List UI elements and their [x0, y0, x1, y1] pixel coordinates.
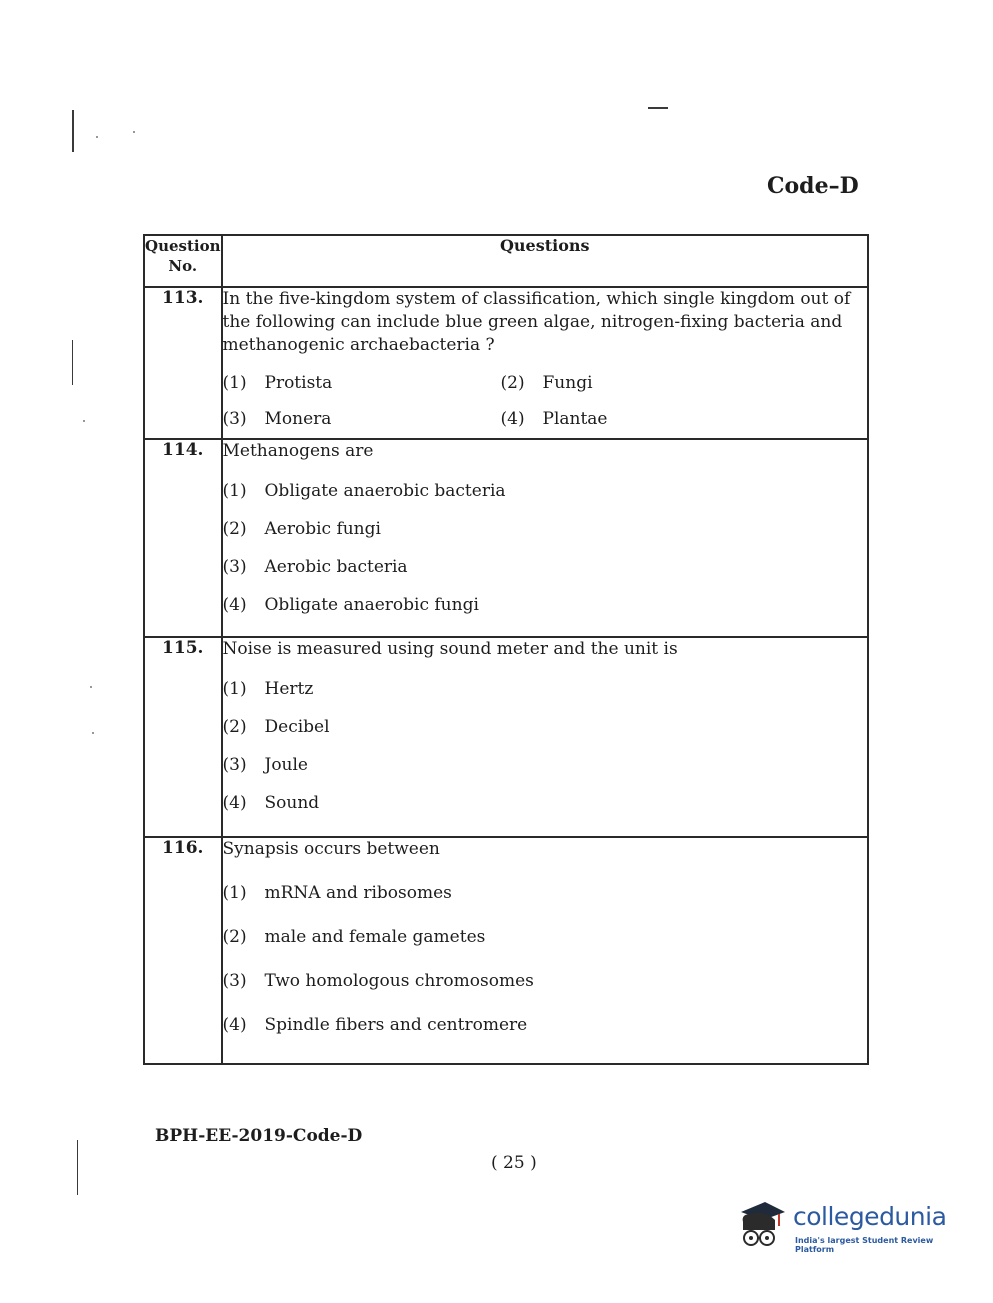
scan-top-dash	[648, 107, 668, 109]
option-number: (2)	[222, 519, 247, 539]
option	[223, 679, 868, 699]
scan-margin-line	[77, 1140, 78, 1195]
question-text: Synapsis occurs between	[222, 839, 440, 859]
option-text: Decibel	[264, 717, 330, 737]
logo-tagline: India's largest Student Review Platform	[795, 1236, 934, 1254]
option-text: Aerobic bacteria	[264, 557, 408, 577]
scan-margin-line	[72, 110, 74, 152]
option-number: (3)	[222, 971, 247, 991]
option-text: Plantae	[542, 409, 608, 429]
scan-dot	[90, 686, 92, 688]
question-row	[144, 837, 868, 1064]
option-list	[223, 373, 868, 429]
option	[223, 717, 868, 737]
question-number: 116.	[144, 837, 222, 1064]
option-text: Sound	[264, 793, 320, 813]
option-text: Monera	[264, 409, 332, 429]
option-number: (3)	[222, 755, 247, 775]
question-text: Methanogens are	[222, 441, 374, 461]
student-mascot-icon	[735, 1198, 787, 1252]
option-text: Aerobic fungi	[264, 519, 381, 539]
option-text: mRNA and ribosomes	[264, 883, 452, 903]
question-body	[222, 439, 869, 637]
option-text: Protista	[264, 373, 333, 393]
question-row	[144, 637, 868, 837]
question-text: Noise is measured using sound meter and the unit is	[222, 639, 678, 659]
option-list	[223, 679, 868, 813]
question-body	[222, 837, 869, 1064]
collegedunia-watermark	[735, 1196, 965, 1256]
option-number: (1)	[222, 679, 247, 699]
option-list	[223, 481, 868, 615]
logo-name: collegedunia	[793, 1202, 947, 1231]
scan-dot	[133, 131, 135, 133]
question-body	[222, 637, 869, 837]
option-number: (3)	[222, 557, 247, 577]
option-text: Two homologous chromosomes	[264, 971, 534, 991]
option-number: (4)	[222, 793, 247, 813]
option-text: Obligate anaerobic bacteria	[264, 481, 506, 501]
option-number: (3)	[222, 409, 247, 429]
table-header-row	[144, 235, 868, 287]
option-text: Spindle fibers and centromere	[264, 1015, 528, 1035]
option-number: (4)	[500, 409, 525, 429]
footer-paper-code: BPH-EE-2019-Code-D	[155, 1126, 363, 1146]
scan-margin-line	[72, 340, 73, 385]
question-body	[222, 287, 869, 439]
option-number: (1)	[222, 373, 247, 393]
option	[223, 755, 868, 775]
option	[501, 373, 868, 393]
scan-dot	[92, 732, 94, 734]
option	[223, 409, 501, 429]
option-text: Fungi	[542, 373, 593, 393]
option-number: (2)	[222, 927, 247, 947]
scan-dot	[96, 136, 98, 138]
option-text: Obligate anaerobic fungi	[264, 595, 479, 615]
option-list	[223, 883, 868, 1035]
option	[223, 557, 868, 577]
option-text: Joule	[264, 755, 308, 775]
option	[223, 481, 868, 501]
option-text: male and female gametes	[264, 927, 486, 947]
option-number: (2)	[500, 373, 525, 393]
questions-header: Questions	[222, 235, 869, 287]
option-number: (4)	[222, 595, 247, 615]
question-row	[144, 287, 868, 439]
option	[501, 409, 868, 429]
question-number: 113.	[144, 287, 222, 439]
option	[223, 793, 868, 813]
option	[223, 971, 868, 991]
question-row	[144, 439, 868, 637]
question-no-header: Question No.	[144, 235, 222, 287]
option	[223, 1015, 868, 1035]
option-number: (2)	[222, 717, 247, 737]
option	[223, 373, 501, 393]
option-number: (1)	[222, 883, 247, 903]
option	[223, 519, 868, 539]
option-number: (4)	[222, 1015, 247, 1035]
option-number: (1)	[222, 481, 247, 501]
option	[223, 927, 868, 947]
question-number: 114.	[144, 439, 222, 637]
scan-dot	[83, 420, 85, 422]
question-table	[143, 234, 869, 1065]
question-number: 115.	[144, 637, 222, 837]
paper-code: Code–D	[767, 173, 859, 199]
page-number: ( 25 )	[491, 1153, 537, 1173]
option	[223, 595, 868, 615]
option-text: Hertz	[264, 679, 314, 699]
option	[223, 883, 868, 903]
question-text: In the five-kingdom system of classification, which single kingdom out of the following can include blue green algae, nitrogen-fixing bacteria and methanogenic archaebacteria ?	[222, 289, 851, 355]
